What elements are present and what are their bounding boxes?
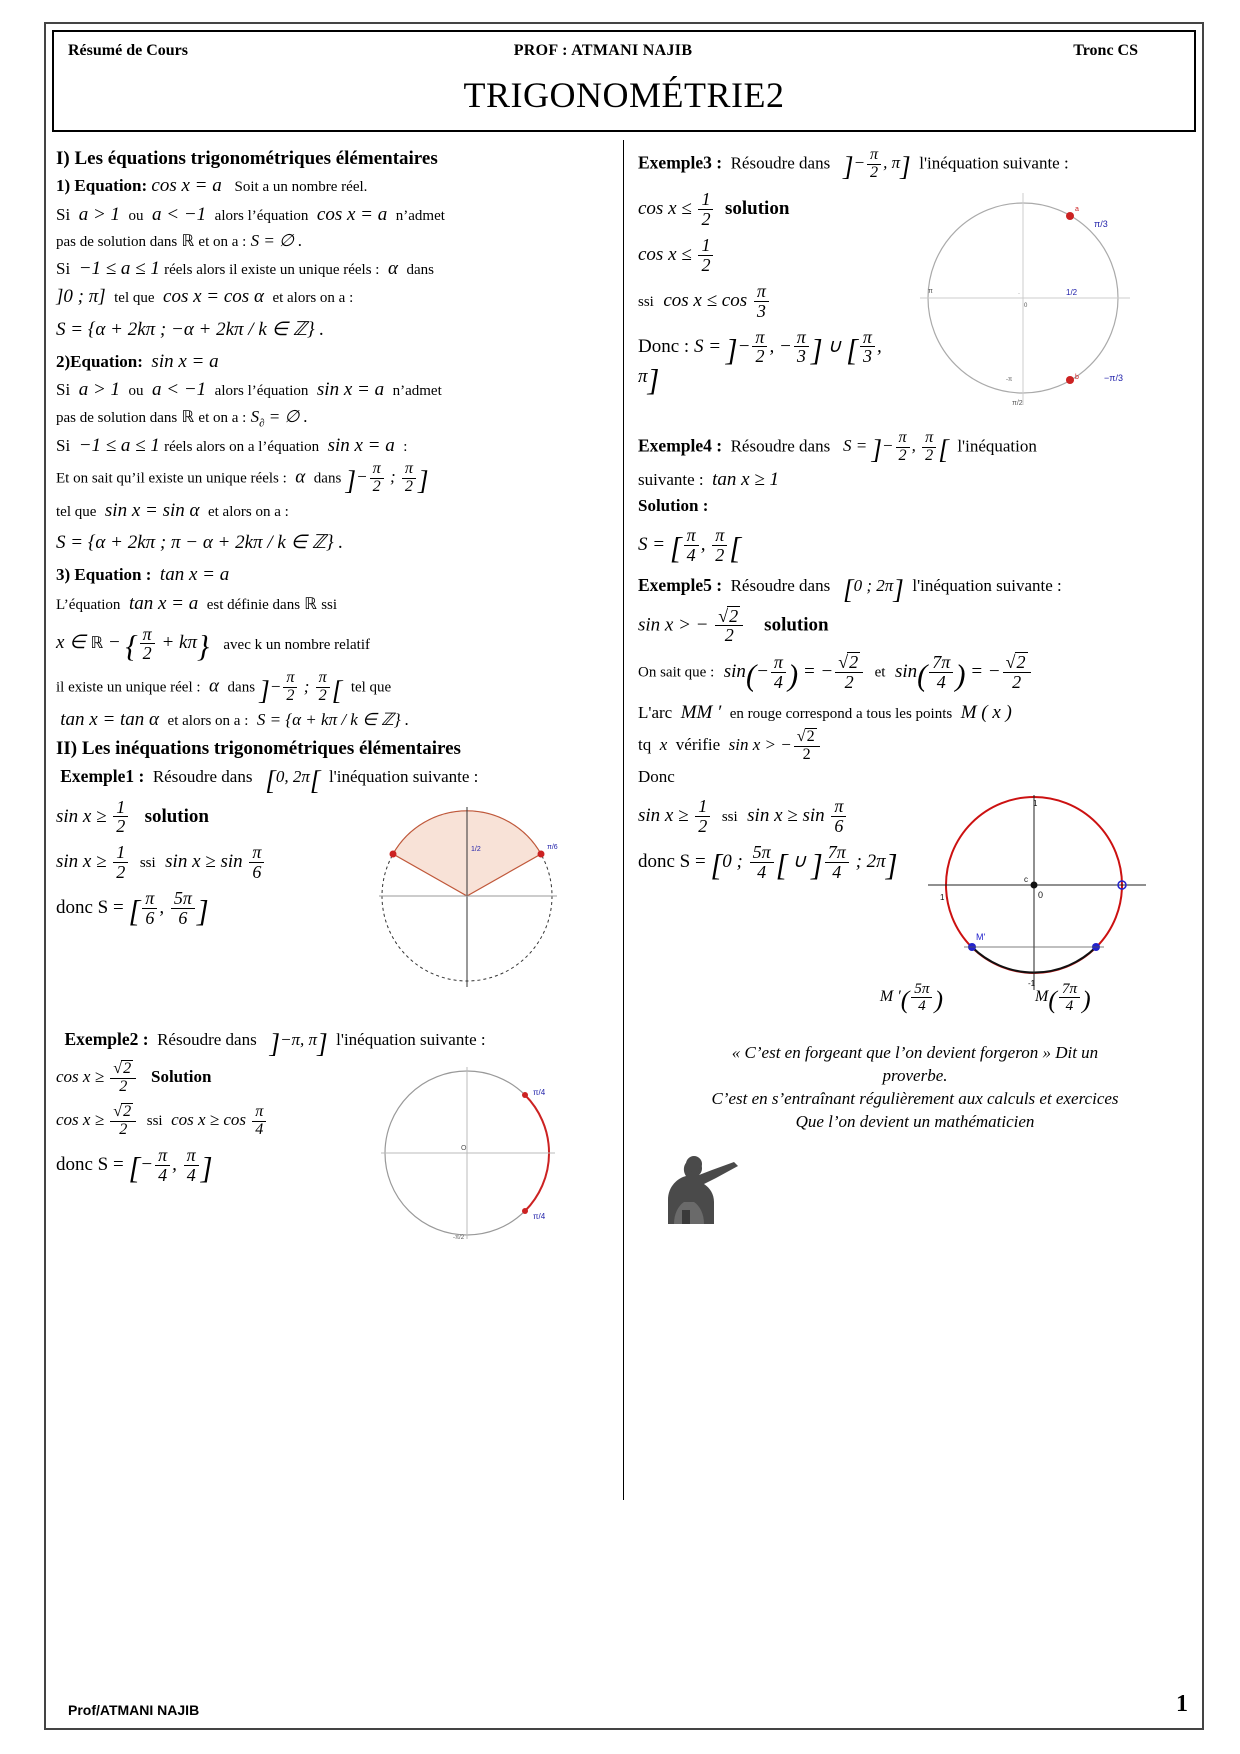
- solution-set-cos: S = {α + 2kπ ; −α + 2kπ / k ∈ ℤ} .: [56, 318, 325, 340]
- txt-si-1: Si: [56, 204, 71, 224]
- page-title: TRIGONOMÉTRIE2: [463, 75, 785, 115]
- svg-text:1/2: 1/2: [1066, 287, 1078, 297]
- exemple-1-figure: [357, 791, 613, 1001]
- exemple-2-header: [56, 1027, 613, 1059]
- ex5-ineq: sin x > −: [638, 613, 709, 635]
- interval-open-mpi2-pi2: ]− $\frac{\pi}{2}$ ; $\frac{\pi}{2}$ [: [259, 669, 343, 706]
- txt-il-existe-unique-reel: il existe un unique réel :: [56, 679, 201, 696]
- txt-il-existe-unique: Et on sait qu’il existe un unique réels :: [56, 470, 287, 487]
- exemple-2-text: Résoudre dans: [157, 1029, 257, 1049]
- svg-text:π/4: π/4: [532, 1212, 545, 1222]
- exemple-1-text: Résoudre dans: [152, 766, 253, 786]
- unit-circle-ex3: [898, 183, 1148, 418]
- cond-m1-le-a-le-1: −1 ≤ a ≤ 1: [78, 257, 160, 279]
- teacher-silhouette-icon: [638, 1140, 758, 1226]
- page-content: [52, 30, 1196, 1722]
- exemple-1-text2: l'inéquation suivante :: [328, 766, 479, 786]
- cos-case-2b: [56, 283, 613, 311]
- ex5-verifie-b: sin x > −: [728, 734, 792, 754]
- svg-text:-π: -π: [1006, 376, 1013, 383]
- ex5-et: et: [874, 664, 886, 681]
- exemple-5-label: Exemple5 :: [638, 574, 723, 595]
- equation-3-label: 3) Equation :: [56, 565, 152, 585]
- svg-text:π/3: π/3: [1094, 218, 1109, 229]
- exemple-2-figure: [357, 1053, 613, 1253]
- exemple-3-text: Résoudre dans: [730, 153, 831, 173]
- cos-case-1: [56, 201, 613, 229]
- page-footer: [68, 1691, 1188, 1718]
- exemple-4-line2: [638, 466, 1192, 494]
- ex1-donc: donc S =: [56, 897, 124, 919]
- ex3-donc-s: S =: [693, 335, 722, 357]
- section-1-title: I) Les équations trigonométriques élémentaires: [56, 148, 438, 169]
- exemple-4-label: Exemple4 :: [638, 435, 723, 456]
- quote-block: [638, 1042, 1192, 1134]
- exemple-5-figure: [879, 790, 1192, 1015]
- exemple-1-header: [56, 764, 613, 796]
- exemple-1-math: [56, 791, 357, 936]
- txt-eton-a-2: et on a :: [198, 410, 247, 427]
- svg-text:1/2: 1/2: [470, 845, 481, 853]
- svg-text:π/4: π/4: [532, 1088, 545, 1098]
- equation-1-line: [56, 172, 613, 200]
- equation-2-label: 2)Equation:: [56, 351, 143, 371]
- ex4-s-label: S =: [842, 436, 868, 456]
- svg-text:c: c: [1023, 875, 1028, 885]
- svg-text:1: 1: [1032, 799, 1038, 809]
- ex5-solution-word: solution: [764, 613, 829, 635]
- txt-alors-on-a-2: et alors on a :: [207, 503, 289, 520]
- sin-case-2: [56, 432, 613, 460]
- solution-set-sin-text: S = {α + 2kπ ; π − α + 2kπ / k ∈ ℤ} .: [56, 532, 344, 554]
- tan-domain-expr: x ∈ ℝ − { $\frac{\pi}{2}$ + kπ}: [56, 623, 210, 664]
- ex1-line3: donc S = [ $\frac{\pi}{6}$ , $\frac{5\pi}{6}$ ]: [56, 888, 209, 929]
- equation-1-tail: Soit a un nombre réel.: [234, 179, 368, 195]
- sin-case-2c: [56, 497, 613, 525]
- equation-2-line: [56, 348, 613, 376]
- txt-dans-2: dans: [313, 470, 342, 487]
- ex1-line2: sin x ≥ $\frac{1}{2}$ ssi sin x ≥ sin $\frac{\pi}{6}$: [56, 843, 357, 882]
- ex1-line1: sin x ≥ $\frac{1}{2}$ solution: [56, 796, 209, 837]
- txt-nadmet-2: n’admet: [392, 383, 442, 400]
- txt-si-3: Si: [56, 380, 71, 400]
- txt-alors-eq-2: alors l’équation: [214, 383, 309, 400]
- ex3-ineq: cos x ≤: [638, 197, 692, 219]
- equation-2-expr: sin x = a: [151, 350, 219, 372]
- exemple-5-text: Résoudre dans: [730, 575, 831, 595]
- cond-a-lt-m1-b: a < −1: [152, 379, 207, 401]
- ex5-l1: sin x ≥: [638, 805, 689, 827]
- svg-text:a: a: [1075, 205, 1080, 213]
- txt-colon-1: :: [403, 439, 408, 456]
- ex5-arc-a: L'arc: [638, 703, 673, 723]
- txt-alors-eq-1: alors l’équation: [214, 207, 309, 224]
- ex5-line1: sin x > − √ $\frac{2}{2}$ solution: [638, 606, 1192, 646]
- blackboard-R-2: ℝ: [181, 407, 195, 427]
- expr-sin-x-a: sin x = a: [316, 379, 385, 401]
- txt-pas-de-solution-2: pas de solution dans: [56, 410, 178, 427]
- ex2-ineq-2: cos x ≥: [56, 1109, 105, 1129]
- exemple-3-interval: ]− $\frac{\pi}{2}$ , π]: [842, 146, 911, 182]
- unit-circle-ex1: [357, 791, 587, 1001]
- quote-line-1: « C’est en forgeant que l’on devient forgeron » Dit un: [731, 1043, 1099, 1063]
- ex2-line2: cos x ≥ √ $\frac{2}{2}$ ssi cos x ≥ cos $\frac{\pi}{4}$: [56, 1103, 357, 1139]
- txt-ou-2: ou: [128, 383, 144, 400]
- exemple-3-figure: [898, 183, 1192, 418]
- txt-eton-a-1: et on a :: [198, 234, 247, 251]
- unit-circle-ex2: [357, 1053, 587, 1253]
- blackboard-R-1: ℝ: [181, 231, 195, 251]
- ex2-ineq: cos x ≥: [56, 1067, 105, 1086]
- exemple-3-math: [638, 183, 898, 396]
- expr-cosx-cosalpha: cos x = cos α: [163, 286, 264, 308]
- solution-set-sin: [56, 531, 613, 554]
- txt-dans-3: dans: [227, 679, 256, 696]
- ex5-line2: sin x ≥ $\frac{1}{2}$ ssi sin x ≥ sin $\frac{\pi}{6}$: [638, 797, 904, 836]
- ex3-solution-word: solution: [724, 197, 790, 219]
- exemple-5-math: [638, 790, 904, 889]
- ex5-onsait-text: On sait que :: [638, 664, 715, 681]
- exemple-5-header: [638, 573, 1192, 605]
- ex4-suivante: suivante :: [638, 469, 704, 489]
- svg-text:π: π: [928, 287, 934, 295]
- footer-page-number: 1: [1176, 1691, 1188, 1717]
- exemple-4-header: [638, 430, 1192, 465]
- txt-telque-3: tel que: [350, 679, 392, 696]
- blackboard-R-3: ℝ: [304, 593, 317, 613]
- ex4-result-s: S =: [638, 533, 666, 555]
- svg-text:-1: -1: [1027, 979, 1036, 989]
- solution-set-tan-text: S = {α + kπ / k ∈ ℤ} .: [256, 710, 410, 730]
- cond-a-gt-1: a > 1: [78, 203, 121, 225]
- label-m: M( $\frac{7\pi}{4}$ ): [1035, 980, 1091, 1015]
- svg-text:0: 0: [1024, 302, 1028, 309]
- alpha-3: α: [209, 675, 220, 697]
- exemple-4-solution-label: Solution :: [638, 496, 709, 516]
- equation-3-line: [56, 561, 613, 589]
- tan-domain: [56, 625, 613, 664]
- label-m-prime: M ′( $\frac{5\pi}{4}$ ): [879, 980, 943, 1015]
- exemple-1-interval: [0, 2π[: [265, 765, 321, 796]
- ex2-ssi: ssi: [146, 1112, 163, 1129]
- tan-line-2: [56, 670, 613, 705]
- ex5-donc-word: Donc: [638, 766, 675, 786]
- expr-sin-x-a-2: sin x = a: [327, 435, 395, 457]
- alpha-2: α: [295, 466, 306, 488]
- txt-si-4: Si: [56, 436, 71, 456]
- exemple-2-interval: ]−π, π]: [269, 1028, 328, 1059]
- txt-pas-de-solution-1: pas de solution dans: [56, 234, 178, 251]
- section-2-title: II) Les inéquations trigonométriques élémentaires: [56, 737, 461, 759]
- svg-text:π/2: π/2: [1012, 399, 1024, 407]
- ex3-line1: cos x ≤ $\frac{1}{2}$ solution: [638, 188, 790, 229]
- txt-telque-2: tel que: [56, 503, 97, 520]
- ex1-ineq: sin x ≥: [56, 805, 107, 827]
- left-column: [52, 140, 624, 1500]
- interval-mpi2-pi2: ]− $\frac{\pi}{2}$ ; $\frac{\pi}{2}$ ]: [345, 459, 429, 496]
- quote-line-2: proverbe.: [882, 1066, 948, 1086]
- exemple-2-text2: l'inéquation suivante :: [336, 1029, 486, 1049]
- ex5-ssi: ssi: [721, 809, 738, 826]
- cond-m1-le-a-le-1-b: −1 ≤ a ≤ 1: [78, 435, 160, 457]
- ex5-l1b: sin x ≥ sin: [747, 805, 825, 827]
- ex3-line4: Donc : S = ]− $\frac{\pi}{2}$ , − $\frac{\pi}{3}$ ] ∪ [ $\frac{\pi}{3}$ , π]: [638, 326, 882, 398]
- silhouette-figure: [638, 1140, 1192, 1226]
- exemple-3-text2: l'inéquation suivante :: [919, 153, 1069, 173]
- ex4-ineq: tan x ≥ 1: [712, 468, 780, 490]
- ex5-line3: donc S = [0 ; $\frac{5\pi}{4}$ [ ∪ ] $\frac{7\pi}{4}$ ; 2π]: [638, 842, 898, 883]
- exemple-5-body: [638, 790, 1192, 1014]
- exemple-1-label: Exemple1 :: [60, 765, 145, 786]
- exemple-3-label: Exemple3 :: [638, 152, 723, 173]
- sin-case-1: [56, 376, 613, 404]
- equation-3-expr: tan x = a: [159, 564, 230, 586]
- ex5-donc-s: donc S =: [638, 851, 706, 873]
- txt-avec-k: avec k un nombre relatif: [223, 636, 370, 653]
- txt-definie-dans: est définie dans: [206, 596, 301, 613]
- txt-alors-on-a-3: et alors on a :: [167, 713, 249, 730]
- right-column: [624, 140, 1196, 1500]
- expr-tan-x-a: tan x = a: [128, 592, 199, 614]
- ex5-tq-x: x: [659, 734, 668, 754]
- exemple-3-body: [638, 183, 1192, 418]
- header-center: PROF : ATMANI NAJIB: [513, 42, 693, 59]
- svg-text:b: b: [1075, 373, 1080, 381]
- txt-alors-on-a-1: et alors on a :: [272, 290, 354, 307]
- exemple-5-interval: [0 ; 2π]: [842, 574, 904, 605]
- expr-S-vide-2: $S_\partial$ = ∅ .: [250, 407, 308, 430]
- txt-ssi-1: ssi: [321, 596, 338, 613]
- ex5-arc-mx: M ( x ): [960, 702, 1012, 724]
- ex2-donc: donc S =: [56, 1153, 124, 1175]
- ex1-ssi: ssi: [139, 855, 156, 872]
- ex2-solution-word: Solution: [150, 1067, 212, 1086]
- txt-nadmet-1: n’admet: [395, 207, 445, 224]
- ex3-donc: Donc :: [638, 335, 690, 357]
- svg-text:O: O: [460, 1145, 467, 1153]
- quote-line-3: C’est en s’entraînant régulièrement aux calculs et exercices: [711, 1089, 1119, 1109]
- txt-lequation: L’équation: [56, 596, 121, 613]
- ex1-solution-word: solution: [144, 805, 209, 827]
- exemple-4-interval: S = ]− $\frac{\pi}{2}$ , $\frac{\pi}{2}$ [: [842, 428, 949, 465]
- exemple-5-text2: l'inéquation suivante :: [912, 575, 1062, 595]
- svg-text:M': M': [975, 932, 986, 943]
- ex1-ineq-3: sin x ≥ sin: [165, 851, 243, 873]
- tan-line-3: [56, 706, 613, 734]
- header-right: Tronc CS: [1073, 42, 1138, 59]
- header-box: [52, 30, 1196, 132]
- txt-dans-1: dans: [406, 261, 434, 278]
- exemple-4-text: Résoudre dans: [730, 436, 831, 456]
- ex1-ineq-2: sin x ≥: [56, 851, 107, 873]
- ex5-onsait: On sait que : sin(− $\frac{\pi}{4}$ ) = − √ $\frac{2}{2}$ et sin( $\frac{7\pi}{4}$ ) = − √ $\frac{2}{2}$: [638, 652, 1192, 692]
- ex5-arc-mm: MM ′: [680, 702, 722, 724]
- ex5-tq: tq: [638, 734, 652, 754]
- svg-text:1: 1: [939, 893, 945, 903]
- ex3-ineq-3: cos x ≤ cos: [663, 289, 748, 311]
- ex3-line2: cos x ≤ $\frac{1}{2}$: [638, 236, 898, 275]
- alpha-1: α: [387, 257, 398, 279]
- ex2-line3: donc S = [− $\frac{\pi}{4}$ , $\frac{\pi}{4}$ ]: [56, 1144, 213, 1186]
- header-left: Résumé de Cours: [68, 42, 188, 59]
- expr-S-vide-1: S = ∅ .: [250, 231, 303, 251]
- sin-case-2b: [56, 461, 613, 496]
- svg-text:−π/3: −π/3: [1104, 372, 1124, 383]
- txt-unique-reel-1: réels alors il existe un unique réels :: [164, 261, 380, 278]
- expr-sinx-sinalpha: sin x = sin α: [104, 499, 200, 521]
- txt-telque-1: tel que: [114, 290, 155, 307]
- svg-text:π/6: π/6: [546, 843, 558, 851]
- equation-1-expr: cos x = a: [151, 175, 222, 196]
- cos-case-2: [56, 255, 613, 283]
- ex3-ineq-2: cos x ≤: [638, 243, 692, 265]
- txt-on-a-equation: réels alors on a l’équation: [164, 439, 320, 456]
- ex3-line3: ssi cos x ≤ cos $\frac{\pi}{3}$: [638, 282, 898, 321]
- header-row: [68, 42, 1180, 60]
- exemple-2-label: Exemple2 :: [64, 1028, 149, 1049]
- two-column-body: [52, 140, 1196, 1500]
- ex3-ssi: ssi: [638, 293, 654, 310]
- cos-case-1b: [56, 229, 613, 254]
- ex5-tq-line: tq x vérifie sin x > − √ $\frac{2}{2}$: [638, 728, 1192, 764]
- exemple-5-figure-labels: [880, 981, 1192, 1014]
- exemple-4-solution: S = [ $\frac{\pi}{4}$ , $\frac{\pi}{2}$ [: [638, 525, 742, 566]
- exemple-2-body: [56, 1053, 613, 1253]
- txt-ou-1: ou: [128, 207, 144, 224]
- expr-cos-x-a: cos x = a: [316, 203, 388, 225]
- exemple-3-header: [638, 147, 1192, 182]
- sin-case-1b: [56, 405, 613, 431]
- ex2-line1: cos x ≥ √ $\frac{2}{2}$ Solution: [56, 1060, 357, 1096]
- tan-line-1: [56, 590, 613, 618]
- svg-text:0: 0: [1037, 890, 1043, 901]
- footer-author: Prof/ATMANI NAJIB: [68, 1702, 200, 1718]
- exemple-4-text2: l'inéquation: [957, 436, 1037, 456]
- ex5-arc-b: en rouge correspond a tous les points: [729, 706, 953, 723]
- cond-a-lt-m1: a < −1: [152, 203, 207, 225]
- expr-tanx-tanalpha: tan x = tan α: [60, 709, 160, 731]
- solution-set-tan: [257, 710, 409, 729]
- ex2-ineq-3: cos x ≥ cos: [171, 1109, 247, 1129]
- exemple-2-math: [56, 1053, 357, 1192]
- equation-1-label: 1) Equation:: [56, 176, 148, 195]
- exemple-1-body: [56, 791, 613, 1001]
- ex5-arc-line: [638, 699, 1192, 727]
- ex5-verifie: vérifie: [675, 734, 721, 754]
- svg-text:-π/2: -π/2: [452, 1235, 464, 1242]
- interval-0-pi: ]0 ; π]: [56, 286, 106, 308]
- svg-text:·: ·: [1018, 290, 1021, 297]
- cond-a-gt-1-b: a > 1: [78, 379, 121, 401]
- txt-si-2: Si: [56, 258, 71, 278]
- quote-line-4: Que l’on devient un mathématicien: [795, 1112, 1035, 1132]
